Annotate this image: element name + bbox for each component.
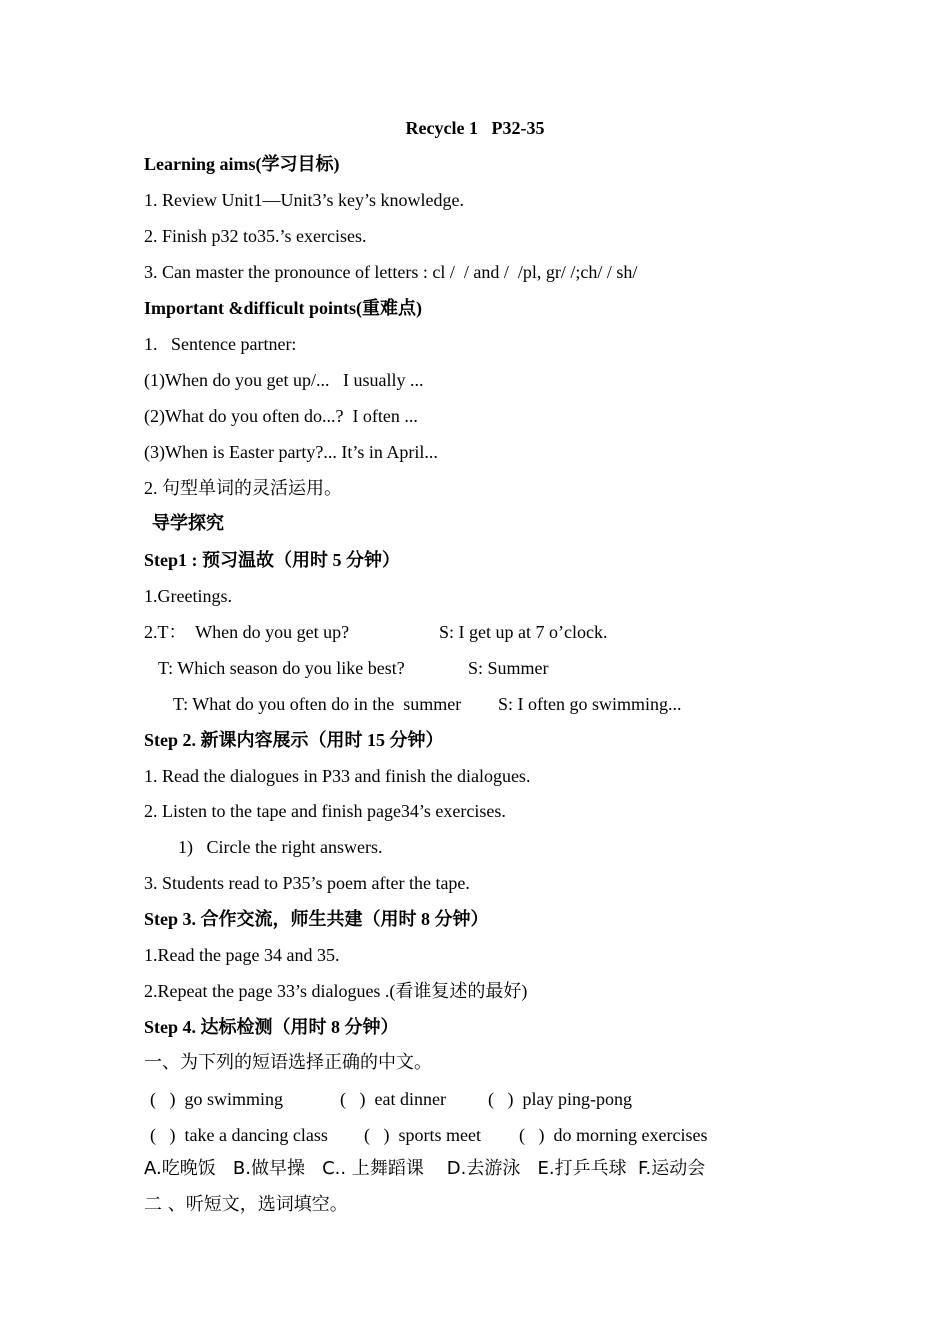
page-title: Recycle 1 P32-35 <box>405 118 545 138</box>
exercise-row2-item-3: ( ) do morning exercises <box>519 1125 708 1145</box>
step2-heading: Step 2. 新课内容展示（用时 15 分钟） <box>144 730 444 750</box>
exercise-row1-item-3: ( ) play ping-pong <box>488 1089 632 1109</box>
learning-aim-1: 1. Review Unit1—Unit3’s key’s knowledge. <box>144 190 464 210</box>
step1-dialog-student-2: S: Summer <box>468 658 549 678</box>
sentence-pattern-1: (1)When do you get up/... I usually ... <box>144 370 424 390</box>
step1-dialog-teacher-3: T: What do you often do in the summer <box>173 694 462 714</box>
step4-heading: Step 4. 达标检测（用时 8 分钟） <box>144 1017 399 1037</box>
important-points-heading: Important &difficult points(重难点) <box>144 298 422 318</box>
step1-dialog-student-3: S: I often go swimming... <box>498 694 682 714</box>
exercise-row2-item-2: ( ) sports meet <box>364 1125 481 1145</box>
important-point-1: 1. Sentence partner: <box>144 334 297 354</box>
sentence-pattern-3: (3)When is Easter party?... It’s in April... <box>144 442 438 462</box>
step3-item-2: 2.Repeat the page 33’s dialogues .(看谁复述的最好) <box>144 981 528 1001</box>
sentence-pattern-2: (2)What do you often do...? I often ... <box>144 406 418 426</box>
guide-heading: 导学探究 <box>152 513 224 534</box>
step1-dialog-teacher-2: T: Which season do you like best? <box>158 658 405 678</box>
step2-item-2: 2. Listen to the tape and finish page34’s exercises. <box>144 801 506 821</box>
step2-item-3: 3. Students read to P35’s poem after the tape. <box>144 873 470 893</box>
exercise-row1-item-1: ( ) go swimming <box>150 1089 283 1109</box>
learning-aim-2: 2. Finish p32 to35.’s exercises. <box>144 226 367 246</box>
answer-options: A.吃晚饭 B.做早操 C.. 上舞蹈课 D.去游泳 E.打乒乓球 F.运动会 <box>144 1158 706 1179</box>
step3-item-1: 1.Read the page 34 and 35. <box>144 945 340 965</box>
exercise-row1-item-2: ( ) eat dinner <box>340 1089 446 1109</box>
step1-dialog-teacher-1: 2.T： When do you get up? <box>144 622 350 642</box>
exercise-part1-heading: 一、为下列的短语选择正确的中文。 <box>144 1052 432 1073</box>
step2-subitem-1: 1) Circle the right answers. <box>178 837 383 857</box>
exercise-row2-item-1: ( ) take a dancing class <box>150 1125 328 1145</box>
step1-heading: Step1 : 预习温故（用时 5 分钟） <box>144 550 400 570</box>
step2-item-1: 1. Read the dialogues in P33 and finish the dialogues. <box>144 766 531 786</box>
step3-heading: Step 3. 合作交流，师生共建（用时 8 分钟） <box>144 909 489 929</box>
learning-aims-heading: Learning aims(学习目标) <box>144 154 340 174</box>
step1-dialog-student-1: S: I get up at 7 o’clock. <box>439 622 608 642</box>
important-point-2: 2. 句型单词的灵活运用。 <box>144 478 342 498</box>
exercise-part2-heading: 二 、听短文，选词填空。 <box>144 1194 348 1215</box>
learning-aim-3: 3. Can master the pronounce of letters : cl / / and / /pl, gr/ /;ch/ / sh/ <box>144 262 638 282</box>
step1-greetings: 1.Greetings. <box>144 586 232 606</box>
